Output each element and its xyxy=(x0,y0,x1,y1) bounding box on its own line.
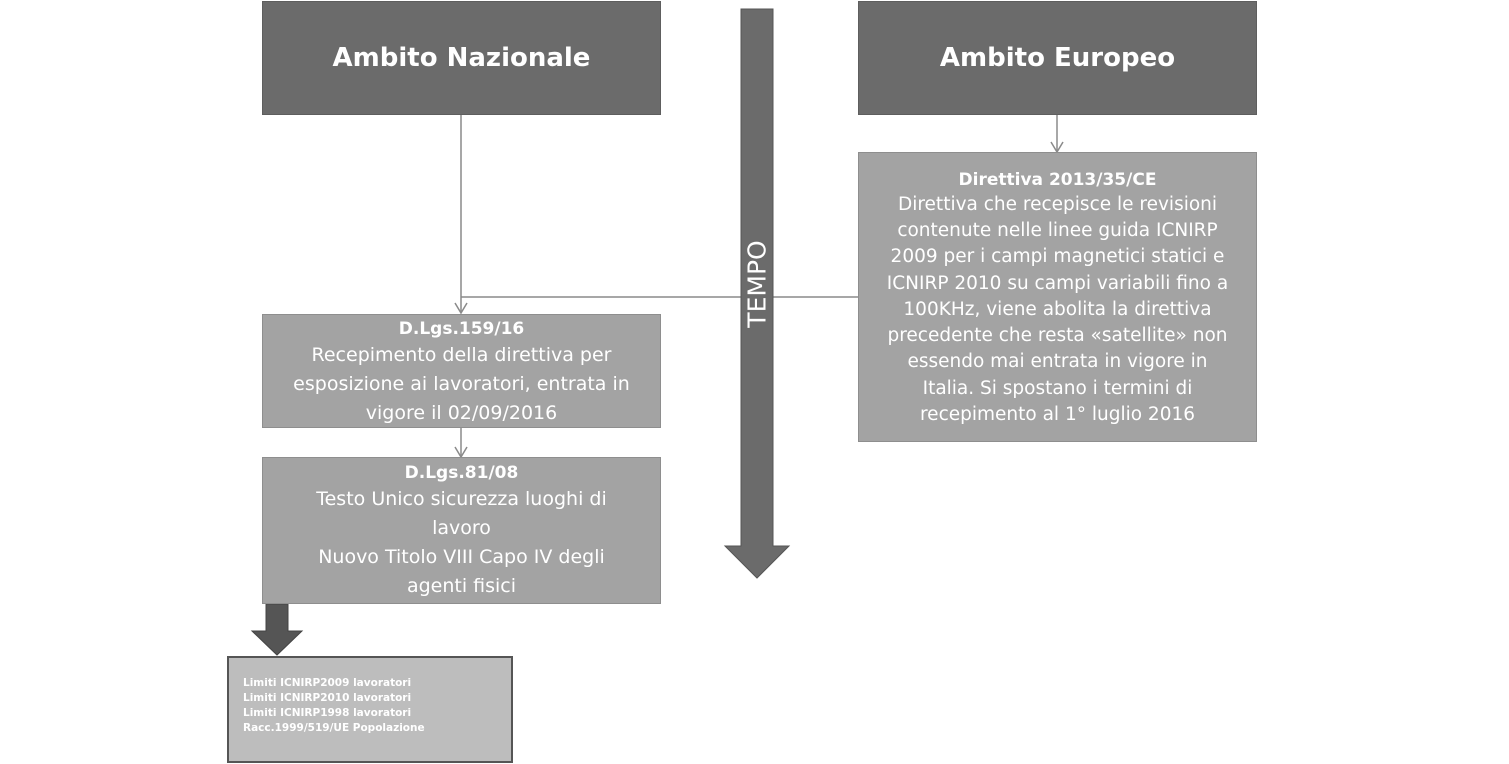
timeline-label: TEMPO xyxy=(742,240,772,328)
box-dlgs-81-08-line: lavoro xyxy=(432,516,491,539)
box-dlgs-159-16-title: D.Lgs.159/16 xyxy=(398,318,525,339)
box-dlgs-81-08-title: D.Lgs.81/08 xyxy=(404,462,519,483)
box-limiti-line: Limiti ICNIRP2010 lavoratori xyxy=(243,692,412,704)
header-ambito-europeo-text: Ambito Europeo xyxy=(939,43,1176,73)
box-limiti-line: Limiti ICNIRP1998 lavoratori xyxy=(243,707,412,719)
box-direttiva-line: Direttiva che recepisce le revisioni xyxy=(897,194,1218,216)
box-direttiva-title: Direttiva 2013/35/CE xyxy=(958,170,1157,191)
block-arrow-to-limiti xyxy=(252,604,302,655)
box-direttiva-line: 2009 per i campi magnetici statici e xyxy=(890,246,1225,268)
header-ambito-europeo xyxy=(858,1,1257,115)
box-direttiva-line: precedente che resta «satellite» non xyxy=(887,325,1228,347)
box-direttiva-2013-35-ce xyxy=(858,152,1257,442)
box-direttiva-line: ICNIRP 2010 su campi variabili fino a xyxy=(886,272,1229,294)
box-direttiva-line: 100KHz, viene abolita la direttiva xyxy=(903,298,1212,320)
box-dlgs-81-08-line: agenti fisici xyxy=(406,574,517,597)
box-limiti xyxy=(227,656,513,763)
box-dlgs-159-16-line: esposizione ai lavoratori, entrata in xyxy=(293,372,630,395)
box-direttiva-line: contenute nelle linee guida ICNIRP xyxy=(897,220,1218,242)
box-dlgs-159-16-line: vigore il 02/09/2016 xyxy=(365,401,558,424)
box-dlgs-159-16-line: Recepimento della direttiva per xyxy=(311,343,612,366)
box-direttiva-line: essendo mai entrata in vigore in xyxy=(907,351,1208,373)
header-ambito-nazionale xyxy=(262,1,661,115)
header-ambito-nazionale-text: Ambito Nazionale xyxy=(332,43,591,73)
box-dlgs-81-08-line: Nuovo Titolo VIII Capo IV degli xyxy=(318,545,605,568)
box-limiti-line: Limiti ICNIRP2009 lavoratori xyxy=(243,677,412,689)
box-direttiva-line: recepimento al 1° luglio 2016 xyxy=(919,403,1196,425)
box-dlgs-81-08 xyxy=(262,457,661,604)
box-dlgs-159-16 xyxy=(262,314,661,428)
box-dlgs-81-08-line: Testo Unico sicurezza luoghi di xyxy=(316,487,607,510)
box-direttiva-line: Italia. Si spostano i termini di xyxy=(922,377,1193,399)
box-limiti-line: Racc.1999/519/UE Popolazione xyxy=(243,722,425,734)
